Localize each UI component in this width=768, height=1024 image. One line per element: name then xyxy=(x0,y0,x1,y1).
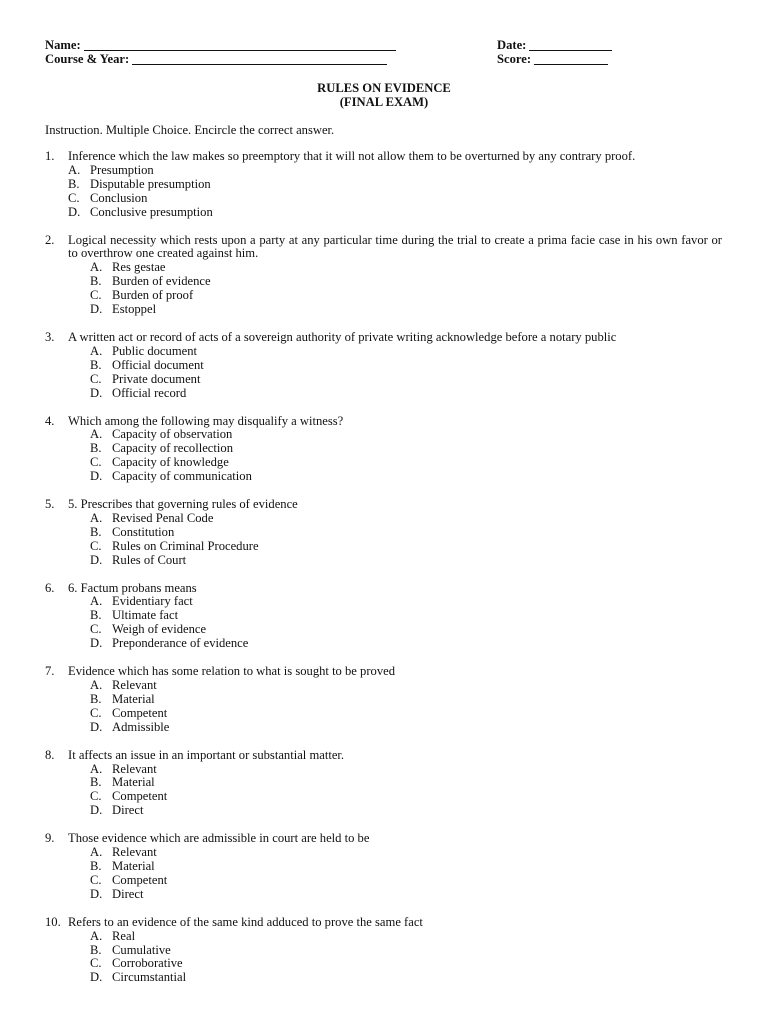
score-label: Score: xyxy=(497,52,532,66)
question-3 xyxy=(45,331,722,401)
option-letter: A. xyxy=(90,427,103,442)
option-d[interactable] xyxy=(90,804,722,818)
option-letter: A. xyxy=(90,678,103,692)
option-letter: B. xyxy=(90,274,102,289)
option-list xyxy=(45,595,722,651)
exam-subtitle: (FINAL EXAM) xyxy=(339,95,429,109)
option-a[interactable] xyxy=(90,345,722,359)
question-list xyxy=(45,150,722,999)
option-text: Constitution xyxy=(112,524,175,539)
question-number: 10. xyxy=(45,914,61,929)
option-letter: C. xyxy=(90,538,102,553)
option-text: Official record xyxy=(112,385,187,400)
option-letter: A. xyxy=(90,343,103,358)
option-letter: B. xyxy=(90,942,102,957)
question-6 xyxy=(45,582,722,652)
option-text: Material xyxy=(112,858,155,873)
option-letter: B. xyxy=(90,691,102,706)
option-letter: C. xyxy=(90,622,102,637)
option-a[interactable] xyxy=(90,595,722,609)
instruction-text: Instruction. Multiple Choice. Encircle the correct answer. xyxy=(45,123,335,137)
option-text: Ultimate fact xyxy=(112,608,179,623)
course-year-label: Course & Year: xyxy=(45,52,130,66)
option-text: Direct xyxy=(112,803,144,818)
option-text: Evidentiary fact xyxy=(112,594,193,609)
option-letter: D. xyxy=(90,636,103,651)
option-letter: D. xyxy=(90,719,103,734)
option-list xyxy=(45,930,722,986)
option-letter: D. xyxy=(90,803,103,818)
option-d[interactable] xyxy=(90,303,722,317)
question-2 xyxy=(45,234,722,317)
option-b[interactable] xyxy=(90,526,722,540)
course-year-row xyxy=(45,52,387,67)
option-text: Direct xyxy=(112,886,144,901)
option-letter: C. xyxy=(68,190,80,205)
option-text: Capacity of knowledge xyxy=(112,455,229,470)
option-b[interactable] xyxy=(90,693,722,707)
option-b[interactable] xyxy=(68,178,722,192)
option-letter: B. xyxy=(90,441,102,456)
option-c[interactable] xyxy=(90,623,722,637)
question-number: 6. xyxy=(45,580,55,595)
option-c[interactable] xyxy=(90,874,722,888)
option-d[interactable] xyxy=(90,637,722,651)
option-text: Relevant xyxy=(112,761,157,776)
option-b[interactable] xyxy=(90,776,722,790)
option-c[interactable] xyxy=(90,373,722,387)
option-text: Capacity of recollection xyxy=(112,441,233,456)
option-letter: C. xyxy=(90,872,102,887)
question-text: Inference which the law makes so preemptory that it will not allow them to be overturned by any contrary proof. xyxy=(68,149,636,163)
question-number: 9. xyxy=(45,831,55,846)
option-letter: A. xyxy=(90,761,103,776)
question-number: 7. xyxy=(45,664,55,679)
question-text: Which among the following may disqualify a witness? xyxy=(68,413,344,428)
option-text: Relevant xyxy=(112,845,157,860)
date-blank-line xyxy=(529,38,612,51)
option-text: Circumstantial xyxy=(112,970,187,985)
option-text: Rules of Court xyxy=(112,552,187,567)
option-letter: B. xyxy=(90,775,102,790)
option-text: Private document xyxy=(112,371,201,386)
option-c[interactable] xyxy=(90,456,722,470)
option-letter: D. xyxy=(90,302,103,317)
option-list xyxy=(45,846,722,902)
option-text: Weigh of evidence xyxy=(112,622,207,637)
option-d[interactable] xyxy=(90,721,722,735)
option-c[interactable] xyxy=(90,790,722,804)
option-c[interactable] xyxy=(90,707,722,721)
question-number: 2. xyxy=(45,232,55,247)
option-text: Preponderance of evidence xyxy=(112,636,249,651)
option-b[interactable] xyxy=(90,860,722,874)
option-list xyxy=(45,512,722,568)
option-text: Real xyxy=(112,928,136,943)
option-text: Res gestae xyxy=(112,260,166,275)
option-a[interactable] xyxy=(90,261,722,275)
question-number: 4. xyxy=(45,413,55,428)
option-text: Capacity of observation xyxy=(112,427,233,442)
option-a[interactable] xyxy=(90,679,722,693)
option-c[interactable] xyxy=(68,192,722,206)
option-b[interactable] xyxy=(90,609,722,623)
option-d[interactable] xyxy=(90,554,722,568)
option-letter: C. xyxy=(90,789,102,804)
option-letter: D. xyxy=(68,204,81,219)
option-text: Capacity of communication xyxy=(112,469,252,484)
option-list xyxy=(45,763,722,819)
option-letter: C. xyxy=(90,705,102,720)
question-text: 5. Prescribes that governing rules of evidence xyxy=(68,497,298,512)
option-text: Conclusive presumption xyxy=(90,204,213,219)
option-text: Competent xyxy=(112,872,168,887)
question-4 xyxy=(45,415,722,485)
option-letter: A. xyxy=(90,510,103,525)
option-list xyxy=(45,428,722,484)
option-a[interactable] xyxy=(90,763,722,777)
option-letter: D. xyxy=(90,552,103,567)
date-label: Date: xyxy=(497,38,527,52)
option-d[interactable] xyxy=(68,206,722,220)
option-b[interactable] xyxy=(90,275,722,289)
question-number: 5. xyxy=(45,497,55,512)
question-number: 8. xyxy=(45,747,55,762)
option-b[interactable] xyxy=(90,442,722,456)
option-list xyxy=(45,261,722,317)
option-letter: C. xyxy=(90,956,102,971)
question-5 xyxy=(45,498,722,568)
option-text: Corroborative xyxy=(112,956,183,971)
question-10 xyxy=(45,916,722,986)
option-text: Burden of proof xyxy=(112,288,194,303)
option-letter: D. xyxy=(90,970,103,985)
name-blank-line xyxy=(84,38,396,51)
option-d[interactable] xyxy=(90,971,722,985)
question-text: 6. Factum probans means xyxy=(68,580,197,595)
option-text: Admissible xyxy=(112,719,170,734)
question-number: 3. xyxy=(45,329,55,344)
option-list xyxy=(45,345,722,401)
option-letter: A. xyxy=(90,260,103,275)
question-text: Refers to an evidence of the same kind adduced to prove the same fact xyxy=(68,914,423,929)
option-text: Burden of evidence xyxy=(112,274,211,289)
option-a[interactable] xyxy=(90,428,722,442)
question-text: Logical necessity which rests upon a party at any particular time during the trial to create a prima facie case in his own favor or to overthrow one created against him. xyxy=(68,232,722,261)
option-letter: A. xyxy=(90,845,103,860)
option-text: Revised Penal Code xyxy=(112,510,214,525)
option-letter: D. xyxy=(90,469,103,484)
option-a[interactable] xyxy=(90,846,722,860)
option-letter: A. xyxy=(68,162,81,177)
option-text: Official document xyxy=(112,357,204,372)
option-letter: C. xyxy=(90,455,102,470)
question-text: It affects an issue in an important or substantial matter. xyxy=(68,747,345,762)
option-list xyxy=(45,679,722,735)
option-letter: B. xyxy=(68,176,80,191)
option-c[interactable] xyxy=(90,289,722,303)
question-text: A written act or record of acts of a sovereign authority of private writing acknowledge before a notary public xyxy=(68,329,617,344)
option-list xyxy=(45,164,722,220)
option-letter: D. xyxy=(90,886,103,901)
option-letter: A. xyxy=(90,594,103,609)
option-letter: C. xyxy=(90,288,102,303)
option-letter: B. xyxy=(90,524,102,539)
option-text: Material xyxy=(112,775,155,790)
question-9 xyxy=(45,832,722,902)
exam-title: RULES ON EVIDENCE xyxy=(317,81,451,95)
question-1 xyxy=(45,150,722,220)
option-b[interactable] xyxy=(90,359,722,373)
option-c[interactable] xyxy=(90,540,722,554)
question-number: 1. xyxy=(45,149,55,163)
option-b[interactable] xyxy=(90,944,722,958)
option-d[interactable] xyxy=(90,470,722,484)
option-text: Competent xyxy=(112,705,168,720)
option-text: Conclusion xyxy=(90,190,148,205)
option-text: Material xyxy=(112,691,155,706)
option-letter: B. xyxy=(90,357,102,372)
course-year-blank-line xyxy=(132,52,387,65)
question-text: Evidence which has some relation to what is sought to be proved xyxy=(68,664,396,679)
option-d[interactable] xyxy=(90,387,722,401)
option-text: Relevant xyxy=(112,678,157,692)
score-blank-line xyxy=(534,52,608,65)
option-text: Estoppel xyxy=(112,302,157,317)
option-a[interactable] xyxy=(90,512,722,526)
name-row xyxy=(45,38,396,53)
option-letter: A. xyxy=(90,928,103,943)
question-8 xyxy=(45,749,722,819)
option-text: Cumulative xyxy=(112,942,171,957)
option-c[interactable] xyxy=(90,957,722,971)
option-a[interactable] xyxy=(90,930,722,944)
option-d[interactable] xyxy=(90,888,722,902)
question-text: Those evidence which are admissible in court are held to be xyxy=(68,831,370,846)
option-text: Rules on Criminal Procedure xyxy=(112,538,259,553)
score-row xyxy=(497,52,608,67)
option-text: Competent xyxy=(112,789,168,804)
option-letter: D. xyxy=(90,385,103,400)
option-letter: C. xyxy=(90,371,102,386)
option-letter: B. xyxy=(90,858,102,873)
option-text: Public document xyxy=(112,343,197,358)
option-text: Presumption xyxy=(90,162,154,177)
option-a[interactable] xyxy=(68,164,722,178)
date-row xyxy=(497,38,612,53)
question-7 xyxy=(45,665,722,735)
option-text: Disputable presumption xyxy=(90,176,211,191)
name-label: Name: xyxy=(45,38,81,52)
option-letter: B. xyxy=(90,608,102,623)
